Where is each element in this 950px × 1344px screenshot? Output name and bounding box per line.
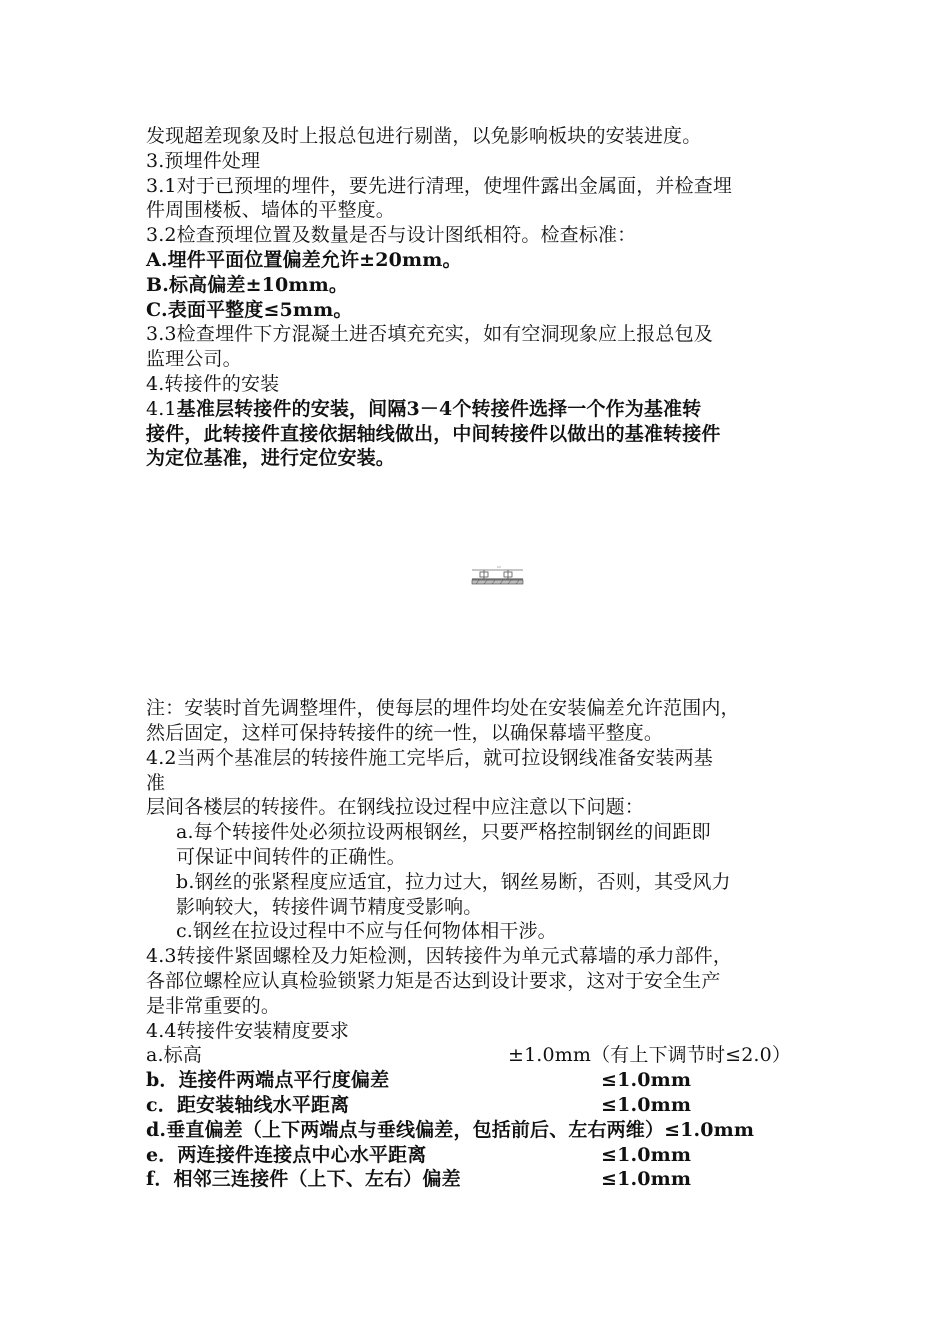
- text-line: 4.2当两个基准层的转接件施工完毕后，就可拉设钢线准备安装两基: [146, 746, 713, 769]
- text-line: 注：安装时首先调整埋件，使每层的埋件均处在安装偏差允许范围内，: [146, 697, 740, 720]
- text-line: 影响较大，转接件调节精度受影响。: [176, 895, 483, 918]
- spec-b-label: b．连接件两端点平行度偏差: [146, 1069, 390, 1092]
- text-line: 然后固定，这样可保持转接件的统一性，以确保幕墙平整度。: [146, 721, 664, 744]
- text-line: 各部位螺栓应认真检验锁紧力矩是否达到设计要求，这对于安全生产: [146, 969, 721, 992]
- para-4-1-prefix: 4.1: [146, 397, 177, 420]
- text-line: 层间各楼层的转接件。在钢线拉设过程中应注意以下问题：: [146, 796, 644, 819]
- spec-row-e: [146, 1143, 836, 1168]
- text-line: 可保证中间转件的正确性。: [176, 845, 406, 868]
- para-4-1-line-3: 为定位基准，进行定位安装。: [146, 447, 395, 470]
- spec-b-value: ≤1.0mm: [601, 1069, 692, 1092]
- text-line: 发现超差现象及时上报总包进行剔凿，以免影响板块的安装进度。: [146, 125, 702, 147]
- spec-e-label: e．两连接件连接点中心水平距离: [146, 1143, 427, 1166]
- text-line: A.埋件平面位置偏差允许±20mm。: [146, 248, 462, 271]
- spec-row-d: d.垂直偏差（上下两端点与垂线偏差，包括前后、左右两维）≤1.0mm: [146, 1118, 755, 1141]
- para-4-1-line-2: 接件，此转接件直接依据轴线做出，中间转接件以做出的基准转接件: [146, 422, 721, 445]
- text-line: 4.4转接件安装精度要求: [146, 1019, 350, 1042]
- text-line: 3.1对于已预埋的埋件，要先进行清理，使埋件露出金属面，并检查埋: [146, 174, 733, 197]
- text-line: c.钢丝在拉设过程中不应与任何物体相干涉。: [176, 920, 557, 943]
- spec-row-c: [146, 1093, 836, 1118]
- text-line: 监理公司。: [146, 348, 242, 371]
- spec-f-label: f．相邻三连接件（上下、左右）偏差: [146, 1168, 461, 1191]
- spec-e-value: ≤1.0mm: [601, 1143, 692, 1166]
- text-line: a.每个转接件处必须拉设两根钢丝，只要严格控制钢丝的间距即: [176, 821, 711, 844]
- text-line: 3.3检查埋件下方混凝土进否填充充实，如有空洞现象应上报总包及: [146, 323, 713, 346]
- spec-a-value: ±1.0mm（有上下调节时≤2.0）: [508, 1044, 792, 1067]
- spec-a-label: a.标高: [146, 1044, 202, 1067]
- text-line: 3.2检查预埋位置及数量是否与设计图纸相符。检查标准：: [146, 224, 637, 247]
- text-line: b.钢丝的张紧程度应适宜，拉力过大，钢丝易断，否则，其受风力: [176, 870, 731, 893]
- text-line: 3.预埋件处理: [146, 149, 261, 172]
- spec-c-value: ≤1.0mm: [601, 1093, 692, 1116]
- text-line: 4.3转接件紧固螺栓及力矩检测，因转接件为单元式幕墙的承力部件，: [146, 945, 733, 968]
- figure-area: [146, 471, 836, 696]
- spec-f-value: ≤1.0mm: [601, 1168, 692, 1191]
- text-line: 件周围楼板、墙体的平整度。: [146, 199, 395, 222]
- text-line: 准: [146, 771, 166, 794]
- document-page: [146, 124, 836, 1192]
- spec-c-label: c．距安装轴线水平距离: [146, 1093, 350, 1116]
- bottom-section: [146, 696, 836, 1043]
- text-line: 是非常重要的。: [146, 994, 281, 1017]
- para-4-1-bold-text: 基准层转接件的安装，间隔3－4个转接件选择一个作为基准转: [176, 397, 702, 420]
- spec-row-a: [146, 1043, 836, 1068]
- top-section: [146, 124, 836, 397]
- text-line: C.表面平整度≤5mm。: [146, 298, 353, 321]
- para-4-1-line-1: [146, 397, 836, 422]
- spec-row-b: [146, 1068, 836, 1093]
- connector-diagram: [470, 566, 525, 588]
- text-line: 4.转接件的安装: [146, 372, 280, 395]
- text-line: B.标高偏差±10mm。: [146, 273, 349, 296]
- spec-row-f: [146, 1167, 836, 1192]
